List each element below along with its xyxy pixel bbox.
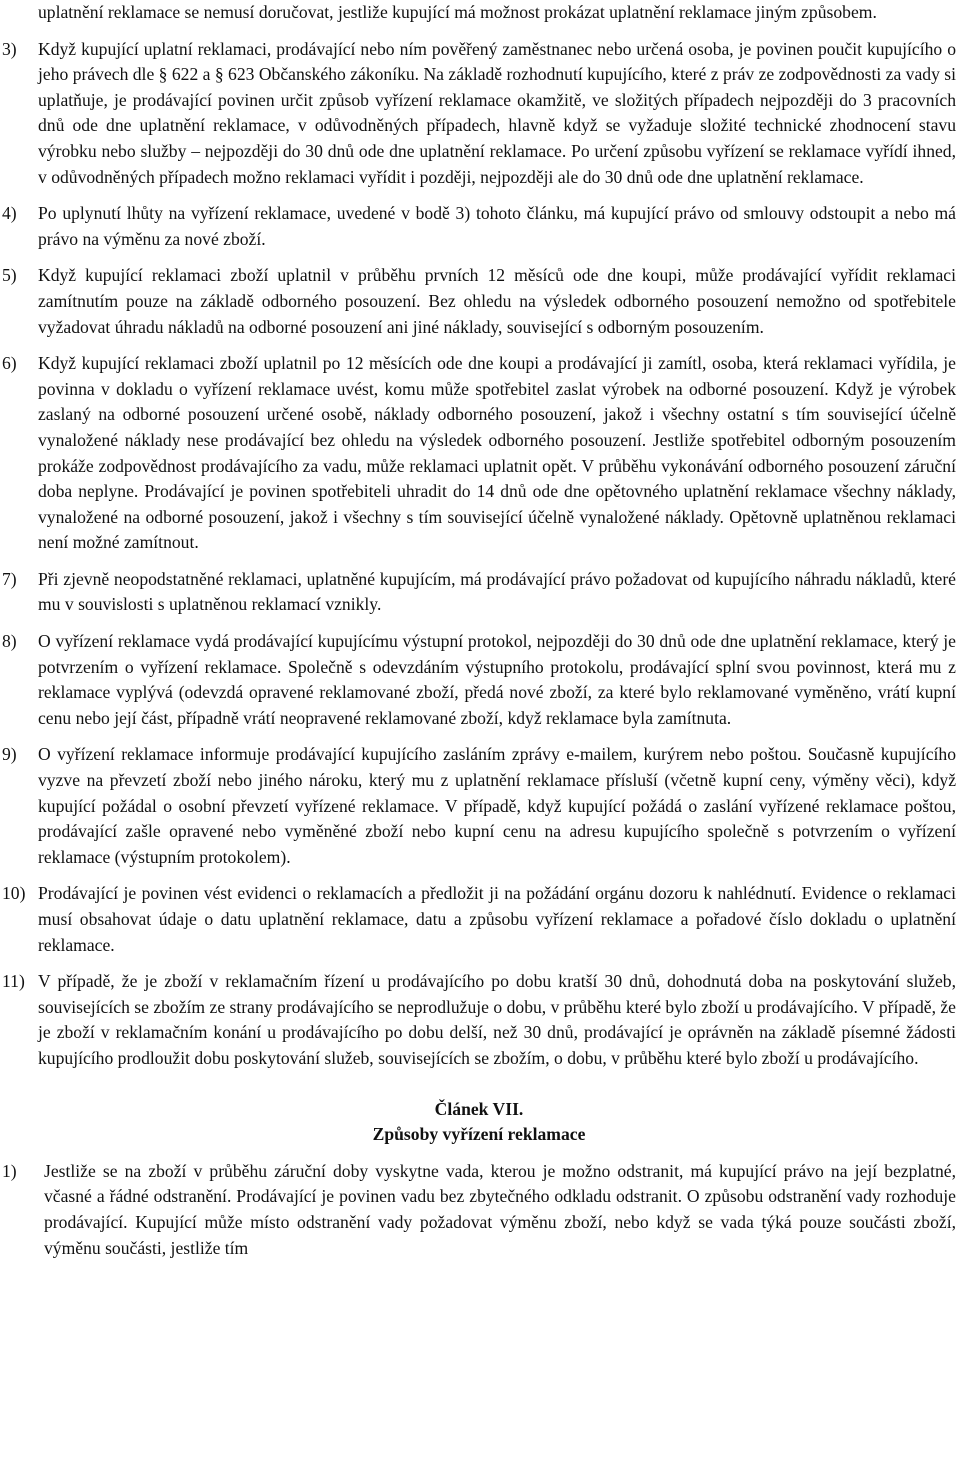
list-item-10: [2, 881, 956, 958]
item-number: 1): [2, 1160, 17, 1181]
item-text: O vyřízení reklamace informuje prodávající kupujícího zasláním zprávy e-mailem, kurýrem nebo poštou. Současně kupujícího vyzve na převzetí zboží nebo jiného nároku, který mu z uplatnění reklamace přísluší (včetně kupní ceny, výměny věci), když kupující požádal o osobní převzetí vyřízené reklamace. V případě, když kupující požádá o zaslání vyřízené reklamace poštou, prodávající zašle opravené nebo vyměněné zboží nebo kupní cenu na adresu kupujícího společně s potvrzením o vyřízení reklamace (výstupním protokolem).: [38, 744, 956, 867]
item-text: Když kupující uplatní reklamaci, prodávající nebo ním pověřený zaměstnanec nebo určená osoba, je povinen poučit kupujícího o jeho právech dle § 622 a § 623 Občanského zákoníku. Na základě rozhodnutí kupujícího, které z práv ze zodpovědnosti za vady si uplatňuje, je prodávající povinen určit způsob vyřízení reklamace okamžitě, ve složitých případech nejpozději do 3 pracovních dnů ode dne uplatnění reklamace, v odůvodněných případech, hlavně když se vyžaduje složité technické zhodnocení stavu výrobku nebo služby – nejpozději do 30 dnů ode dne uplatnění reklamace. Po určení způsobu vyřízení se reklamace vyřídí ihned, v odůvodněných případech možno reklamaci vyřídit i později, nejpozději ale do 30 dnů ode dne uplatnění reklamace.: [38, 38, 956, 187]
list-item-6: [2, 351, 956, 556]
list-item-5: [2, 263, 956, 340]
item-text: Jestliže se na zboží v průběhu záruční doby vyskytne vada, kterou je možno odstranit, má kupující právo na její bezplatné, včasné a řádné odstranění. Prodávající je povinen vadu bez zbytečného odkladu odstranit. O způsobu odstranění vady rozhoduje prodávající. Kupující může místo odstranění vady požadovat výměnu zboží, nebo když se vada týká pouze součásti zboží, výměnu součásti, jestliže tím: [44, 1160, 956, 1258]
item-number: 11): [2, 971, 25, 992]
item-text: O vyřízení reklamace vydá prodávající kupujícímu výstupní protokol, nejpozději do 30 dnů ode dne uplatnění reklamace, který je potvrzením o vyřízení reklamace. Společně s odevzdáním výstupního protokolu, prodávající splní svou povinnost, která mu z reklamace vyplývá (odevzdá opravené reklamované zboží, předá nové zboží, za které bylo reklamované vyměněno, vrátí kupní cenu nebo její část, případně vrátí neopravené reklamované zboží, když reklamace byla zamítnuta.: [38, 631, 956, 728]
item-number: 3): [2, 38, 17, 59]
list-item-3: [2, 37, 956, 191]
item-number: 5): [2, 265, 17, 286]
item-text: Když kupující reklamaci zboží uplatnil v průběhu prvních 12 měsíců ode dne koupi, může prodávající vyřídit reklamaci zamítnutím pouze na základě odborného posouzení. Bez ohledu na výsledek odborného posouzení nemožno od spotřebitele vyžadovat úhradu nákladů na odborné posouzení ani jiné náklady, související s odborným posouzením.: [38, 265, 956, 337]
list-item-8: [2, 629, 956, 731]
list-item-11: [2, 969, 956, 1071]
list-item-7: [2, 567, 956, 618]
item-text: Prodávající je povinen vést evidenci o reklamacích a předložit ji na požádání orgánu dozoru k nahlédnutí. Evidence o reklamaci musí obsahovat údaje o datu uplatnění reklamace, datu a způsobu vyřízení reklamace a pořadové číslo dokladu o uplatnění reklamace.: [38, 883, 956, 955]
item-number: 4): [2, 203, 17, 224]
lead-paragraph: uplatnění reklamace se nemusí doručovat, jestliže kupující má možnost prokázat uplatnění reklamace jiným způsobem.: [38, 2, 877, 22]
article-number: Článek VII.: [434, 1098, 524, 1119]
article-title: Způsoby vyřízení reklamace: [372, 1124, 586, 1145]
item-number: 7): [2, 568, 17, 589]
item-text: V případě, že je zboží v reklamačním řízení u prodávajícího po dobu kratší 30 dnů, dohodnutá doba na poskytování služeb, souvisejících se zbožím ze strany prodávajícího se neprodlužuje o dobu, v průběhu které bylo zboží u prodávajícího. V případě, že je zboží v reklamačním konání u prodávajícího po dobu delší, než 30 dnů, prodávající je oprávněn na základě písemné žádosti kupujícího prodloužit dobu poskytování služeb, souvisejících se zbožím, o dobu, v průběhu které bylo zboží u prodávajícího.: [38, 971, 956, 1068]
item-text: Když kupující reklamaci zboží uplatnil po 12 měsících ode dne koupi a prodávající ji zamítl, osoba, která reklamaci vyřídila, je povinna v dokladu o vyřízení reklamace uvést, komu může spotřebitel zaslat výrobek na odborné posouzení. Když je výrobek zaslaný na odborné posouzení určené osobě, náklady odborného posouzení, jakož i všechny ostatní s tím související účelně vynaložené náklady nese prodávající bez ohledu na výsledek odborného posouzení. Jestliže spotřebitel odborným posouzením prokáže zodpovědnost prodávajícího za vadu, může reklamaci uplatnit opět. V průběhu vykonávání odborného posouzení záruční doba neplyne. Prodávající je povinen spotřebiteli uhradit do 14 dnů ode dne opětovného uplatnění reklamace všechny náklady, vynaložené na odborné posouzení, jakož i všechny s tím související účelně vynaložené náklady. Opětovně uplatněnou reklamaci není možné zamítnout.: [38, 353, 956, 553]
item-text: Při zjevně neopodstatněné reklamaci, uplatněné kupujícím, má prodávající právo požadovat od kupujícího náhradu nákladů, které mu v souvislosti s uplatněnou reklamací vznikly.: [38, 568, 956, 615]
article-list-item-1: [2, 1159, 956, 1261]
item-number: 9): [2, 744, 17, 765]
item-number: 6): [2, 353, 17, 374]
list-item-9: [2, 742, 956, 870]
list-item-4: [2, 201, 956, 252]
item-number: 8): [2, 631, 17, 652]
item-text: Po uplynutí lhůty na vyřízení reklamace, uvedené v bodě 3) tohoto článku, má kupující právo od smlouvy odstoupit a nebo má právo na výměnu za nové zboží.: [38, 203, 956, 249]
item-number: 10): [2, 883, 26, 904]
